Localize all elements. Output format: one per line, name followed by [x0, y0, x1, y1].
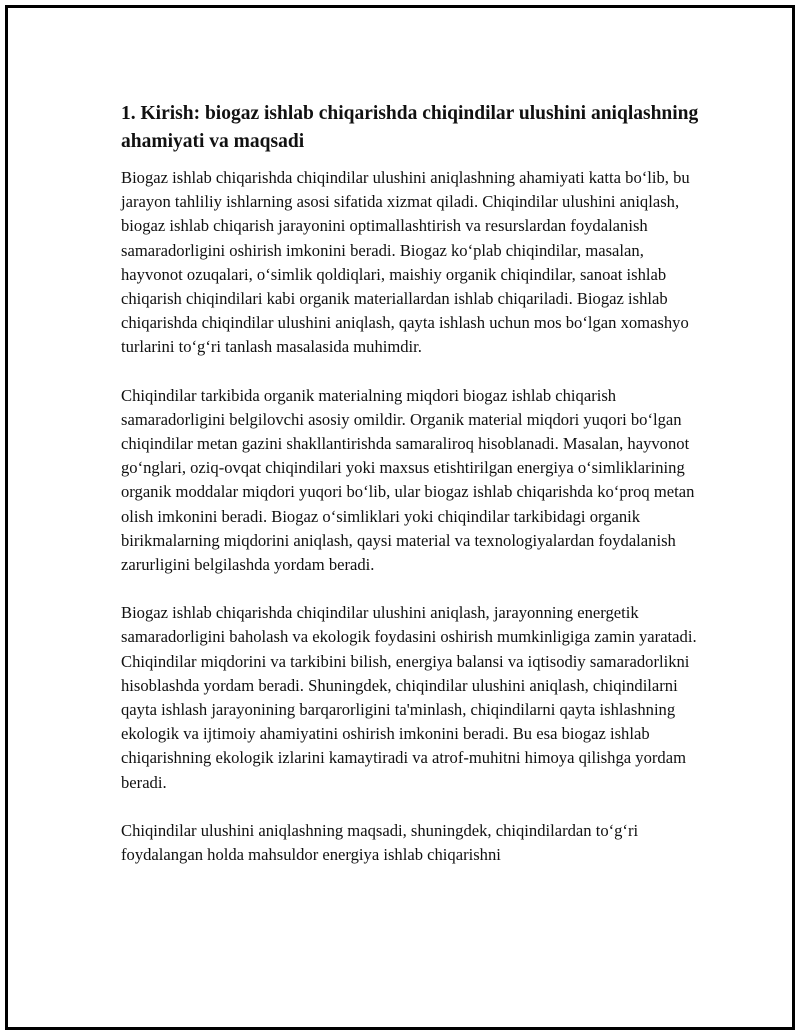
- paragraph-1: Biogaz ishlab chiqarishda chiqindilar ulushini aniqlashning ahamiyati katta bo‘lib, bu jarayon tahliliy ishlarning asosi sifatida xizmat qiladi. Chiqindilar ulushini aniqlash, biogaz ishlab chiqarish jarayonini optimallashtirish va resurslardan foydalanish samaradorligini oshirish imkonini beradi. Biogaz ko‘plab chiqindilar, masalan, hayvonot ozuqalari, o‘simlik qoldiqlari, maishiy organik chiqindilar, sanoat ishlab chiqarish chiqindilari kabi organik materiallardan ishlab chiqariladi. Biogaz ishlab chiqarishda chiqindilar ulushini aniqlash, qayta ishlash uchun mos bo‘lgan xomashyo turlarini to‘g‘ri tanlash masalasida muhimdir.: [121, 168, 690, 357]
- document-body: [121, 100, 701, 891]
- section-heading: 1. Kirish: biogaz ishlab chiqarishda chiqindilar ulushini aniqlashning ahamiyati va maqsadi: [121, 103, 699, 152]
- paragraph-3: Biogaz ishlab chiqarishda chiqindilar ulushini aniqlash, jarayonning energetik samaradorligini baholash va ekologik foydasini oshirish mumkinligiga zamin yaratadi. Chiqindilar miqdorini va tarkibini bilish, energiya balansi va iqtisodiy samaradorlikni hisoblashda yordam beradi. Shuningdek, chiqindilar ulushini aniqlash, chiqindilarni qayta ishlash jarayonining barqarorligini ta'minlash, chiqindilarni qayta ishlashning ekologik va ijtimoiy ahamiyatini oshirish imkonini beradi. Bu esa biogaz ishlab chiqarishning ekologik izlarini kamaytiradi va atrof-muhitni himoya qilishga yordam beradi.: [121, 603, 697, 792]
- page-frame: [5, 5, 795, 1030]
- paragraph-2: Chiqindilar tarkibida organik materialning miqdori biogaz ishlab chiqarish samaradorligini belgilovchi asosiy omildir. Organik material miqdori yuqori bo‘lgan chiqindilar metan gazini shakllantirishda samaraliroq hisoblanadi. Masalan, hayvonot go‘nglari, oziq-ovqat chiqindilari yoki maxsus etishtirilgan energiya o‘simliklarining organik moddalar miqdori yuqori bo‘lib, ular biogaz ishlab chiqarishda ko‘proq metan olish imkonini beradi. Biogaz o‘simliklari yoki chiqindilar tarkibidagi organik birikmalarning miqdorini aniqlash, qaysi material va texnologiyalardan foydalanish zarurligini belgilashda yordam beradi.: [121, 385, 695, 575]
- paragraph-4: Chiqindilar ulushini aniqlashning maqsadi, shuningdek, chiqindilardan to‘g‘ri foydalangan holda mahsuldor energiya ishlab chiqarishni: [121, 820, 639, 865]
